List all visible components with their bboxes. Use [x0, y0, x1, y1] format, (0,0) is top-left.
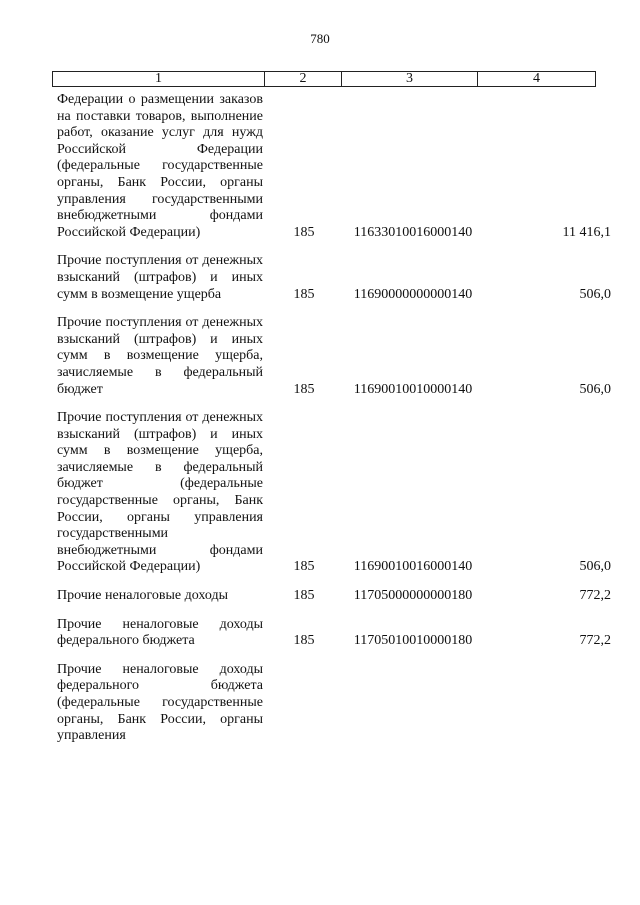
table-header	[52, 71, 596, 87]
row-name: Федерации о размещении заказов на поставки товаров, выполнение работ, оказание услуг для нужд Российской Федерации (федеральные государственные органы, Банк России, органы управления государственными внебюджетными фондами Российской Федерации)	[57, 92, 263, 240]
row-name: Прочие неналоговые доходы	[57, 588, 229, 604]
row-name: Прочие неналоговые доходы федерального бюджета (федеральные государственные органы, Банк России, органы управления	[57, 661, 263, 744]
row-kbk: 11690010016000140	[353, 559, 473, 575]
header-col-1: 1	[53, 72, 265, 86]
row-amount: 11 416,1	[562, 224, 611, 240]
table-row	[52, 662, 612, 745]
header-col-4: 4	[533, 71, 540, 86]
table-row	[52, 315, 612, 398]
header-col-3: 3	[342, 72, 478, 86]
table-row	[52, 92, 612, 241]
table-body	[52, 92, 612, 757]
table-row	[52, 253, 612, 303]
row-admin-code: 185	[293, 559, 315, 575]
header-col-2: 2	[265, 72, 342, 86]
row-name: Прочие поступления от денежных взысканий (штрафов) и иных сумм в возмещение ущерба, зачисляемые в федеральный бюджет (федеральные государственные органы, Банк России, органы управления государственными внебюджетными фондами Российской Федерации)	[57, 410, 263, 575]
row-kbk: 11705000000000180	[353, 588, 473, 604]
row-amount: 506,0	[579, 559, 611, 575]
row-admin-code: 185	[293, 588, 315, 604]
row-kbk: 11633010016000140	[353, 224, 473, 240]
row-admin-code: 185	[293, 224, 315, 240]
row-amount: 772,2	[579, 588, 611, 604]
row-admin-code: 185	[293, 381, 315, 397]
table-row	[52, 617, 612, 650]
row-admin-code: 185	[293, 633, 315, 649]
row-name: Прочие поступления от денежных взысканий (штрафов) и иных сумм в возмещение ущерба	[57, 253, 263, 302]
row-name: Прочие неналоговые доходы федерального бюджета	[57, 616, 263, 649]
page-number: 780	[310, 31, 330, 46]
row-kbk: 11690010010000140	[353, 381, 473, 397]
row-kbk: 11690000000000140	[353, 286, 473, 302]
table-row	[52, 410, 612, 576]
row-amount: 506,0	[579, 381, 611, 397]
row-amount: 506,0	[579, 286, 611, 302]
row-amount: 772,2	[579, 633, 611, 649]
row-admin-code: 185	[293, 286, 315, 302]
table-row	[52, 588, 612, 605]
row-name: Прочие поступления от денежных взысканий (штрафов) и иных сумм в возмещение ущерба, зачисляемые в федеральный бюджет	[57, 315, 263, 397]
row-kbk: 11705010010000180	[353, 633, 473, 649]
